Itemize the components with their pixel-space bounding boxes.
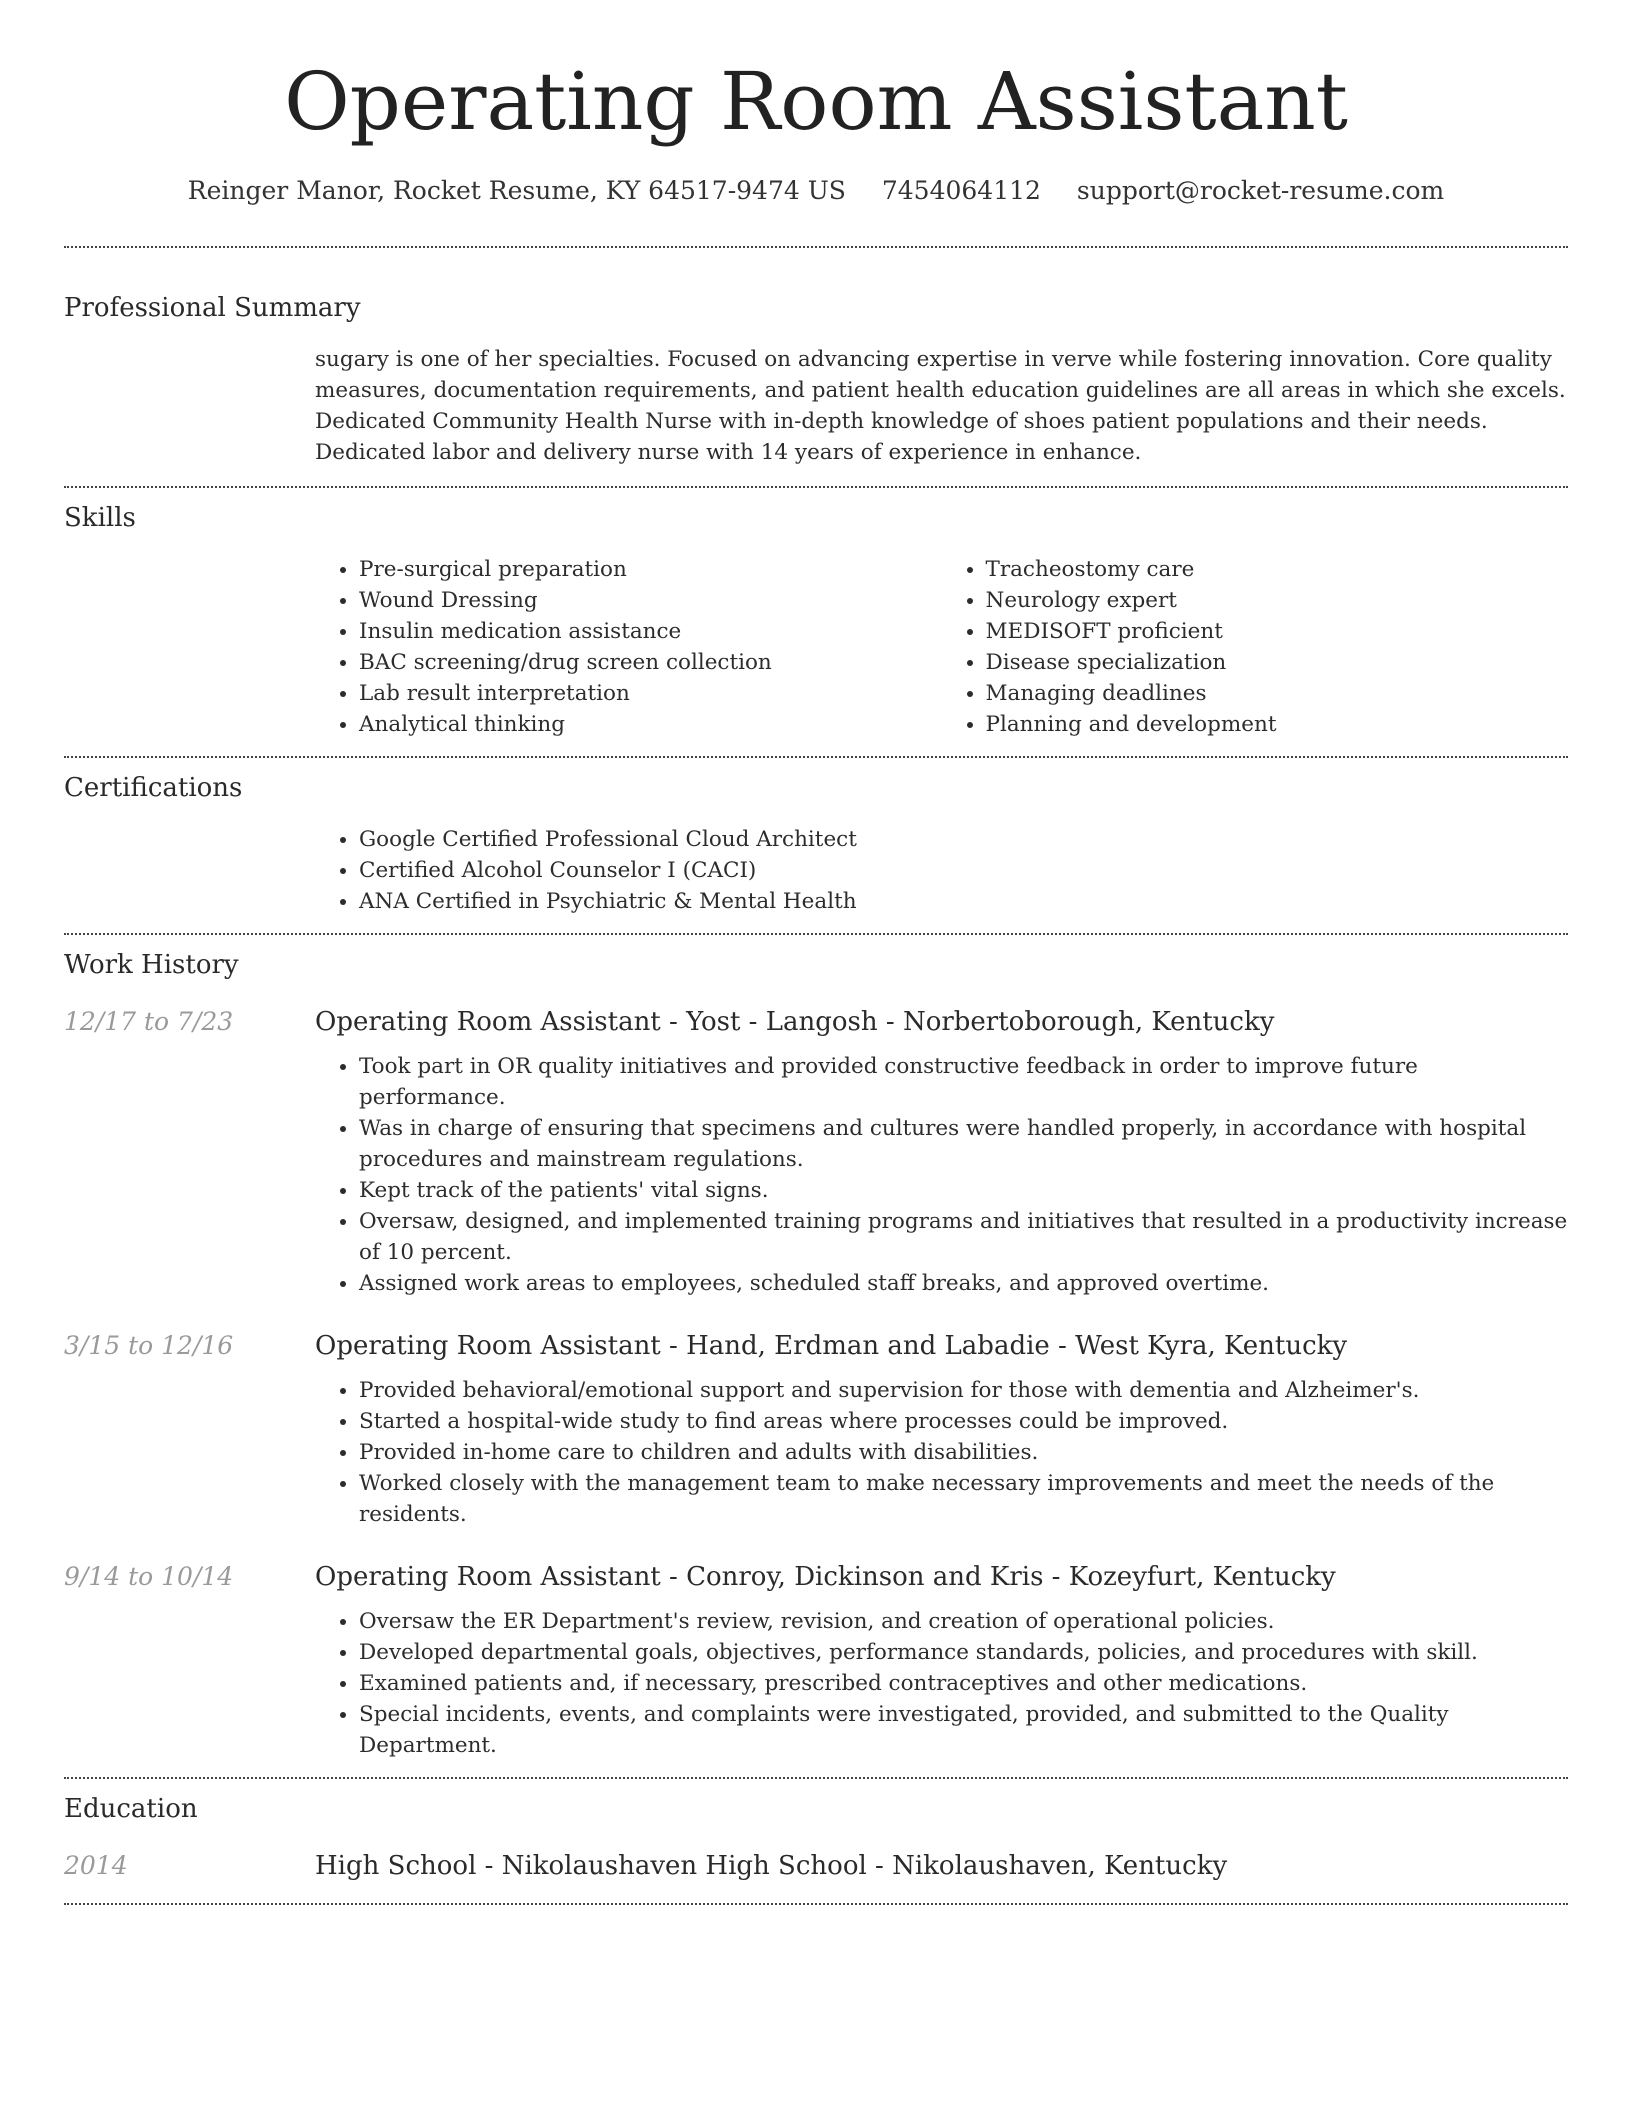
job-bullets	[315, 1051, 1568, 1299]
job-header	[64, 1560, 1568, 1594]
job-dates: 12/17 to 7/23	[64, 1007, 234, 1036]
address: Reinger Manor, Rocket Resume, KY 64517-9474 US	[187, 176, 846, 205]
list-item: • Kept track of the patients' vital signs.	[359, 1175, 1568, 1206]
list-item: • Managing deadlines	[986, 678, 1569, 709]
list-item: • Provided behavioral/emotional support and supervision for those with dementia and Alzheimer's.	[359, 1375, 1568, 1406]
education-date: 2014	[64, 1851, 128, 1880]
job-bullets	[315, 1606, 1568, 1761]
resume-page	[64, 0, 1568, 1905]
list-item: • Analytical thinking	[359, 709, 942, 740]
list-item: • Planning and development	[986, 709, 1569, 740]
skills-grid	[315, 554, 1568, 740]
divider	[64, 246, 1568, 248]
list-item: • Disease specialization	[986, 647, 1569, 678]
list-item: • Tracheostomy care	[986, 554, 1569, 585]
list-item: • Certified Alcohol Counselor I (CACI)	[359, 855, 1568, 886]
list-item: • Was in charge of ensuring that specimens and cultures were handled properly, in accordance with hospital procedures and mainstream regulations.	[359, 1113, 1568, 1175]
section-title-summary: Professional Summary	[64, 293, 361, 323]
job-title: Operating Room Assistant - Yost - Langosh - Norbertoborough, Kentucky	[315, 1007, 1275, 1037]
skills-list-left	[315, 554, 942, 740]
list-item: • Pre-surgical preparation	[359, 554, 942, 585]
list-item: • Insulin medication assistance	[359, 616, 942, 647]
list-item: • Started a hospital-wide study to find areas where processes could be improved.	[359, 1406, 1568, 1437]
job-dates: 9/14 to 10/14	[64, 1562, 234, 1591]
skills-list-right	[942, 554, 1569, 740]
job-entry	[64, 1329, 1568, 1530]
phone: 7454064112	[881, 176, 1041, 205]
education-header	[64, 1849, 1568, 1883]
contact-line	[64, 174, 1568, 208]
job-bullet-list	[315, 1051, 1568, 1299]
job-title: Operating Room Assistant - Hand, Erdman and Labadie - West Kyra, Kentucky	[315, 1331, 1348, 1361]
divider	[64, 486, 1568, 488]
list-item: • Special incidents, events, and complaints were investigated, provided, and submitted to the Quality Department.	[359, 1699, 1568, 1761]
education-title: High School - Nikolaushaven High School - Nikolaushaven, Kentucky	[315, 1851, 1228, 1881]
list-item: • Oversaw the ER Department's review, revision, and creation of operational policies.	[359, 1606, 1568, 1637]
section-title-work-history: Work History	[64, 950, 239, 980]
list-item: • Provided in-home care to children and adults with disabilities.	[359, 1437, 1568, 1468]
list-item: • Examined patients and, if necessary, prescribed contraceptives and other medications.	[359, 1668, 1568, 1699]
job-bullets	[315, 1375, 1568, 1530]
list-item: • MEDISOFT proficient	[986, 616, 1569, 647]
list-item: • Lab result interpretation	[359, 678, 942, 709]
job-header	[64, 1329, 1568, 1363]
section-title-education: Education	[64, 1794, 198, 1824]
job-dates: 3/15 to 12/16	[64, 1331, 234, 1360]
summary-text: sugary is one of her specialties. Focused on advancing expertise in verve while fostering innovation. Core quality measures, documentation requirements, and patient health education guidelines are all areas in which she excels. Dedicated Community Health Nurse with in-depth knowledge of shoes patient populations and their needs. Dedicated labor and delivery nurse with 14 years of experience in enhance.	[315, 347, 1566, 465]
list-item: • Google Certified Professional Cloud Architect	[359, 824, 1568, 855]
section-title-skills: Skills	[64, 503, 136, 533]
list-item: • Oversaw, designed, and implemented training programs and initiatives that resulted in a productivity increase of 10 percent.	[359, 1206, 1568, 1268]
email: support@rocket-resume.com	[1076, 176, 1445, 205]
list-item: • Assigned work areas to employees, scheduled staff breaks, and approved overtime.	[359, 1268, 1568, 1299]
list-item: • ANA Certified in Psychiatric & Mental Health	[359, 886, 1568, 917]
certifications-list	[315, 824, 1568, 917]
list-item: • Developed departmental goals, objectives, performance standards, policies, and procedures with skill.	[359, 1637, 1568, 1668]
job-title: Operating Room Assistant - Conroy, Dickinson and Kris - Kozeyfurt, Kentucky	[315, 1562, 1336, 1592]
divider	[64, 1777, 1568, 1779]
divider	[64, 1903, 1568, 1905]
job-entry	[64, 1560, 1568, 1761]
divider	[64, 756, 1568, 758]
job-bullet-list	[315, 1375, 1568, 1530]
job-bullet-list	[315, 1606, 1568, 1761]
job-entry	[64, 1005, 1568, 1299]
list-item: • Neurology expert	[986, 585, 1569, 616]
certifications-block	[315, 824, 1568, 917]
list-item: • Wound Dressing	[359, 585, 942, 616]
list-item: • BAC screening/drug screen collection	[359, 647, 942, 678]
candidate-name: Operating Room Assistant	[284, 55, 1348, 148]
list-item: • Took part in OR quality initiatives and provided constructive feedback in order to improve future performance.	[359, 1051, 1568, 1113]
job-header	[64, 1005, 1568, 1039]
divider	[64, 933, 1568, 935]
education-entry	[64, 1849, 1568, 1883]
list-item: • Worked closely with the management team to make necessary improvements and meet the needs of the residents.	[359, 1468, 1568, 1530]
section-title-certifications: Certifications	[64, 773, 243, 803]
